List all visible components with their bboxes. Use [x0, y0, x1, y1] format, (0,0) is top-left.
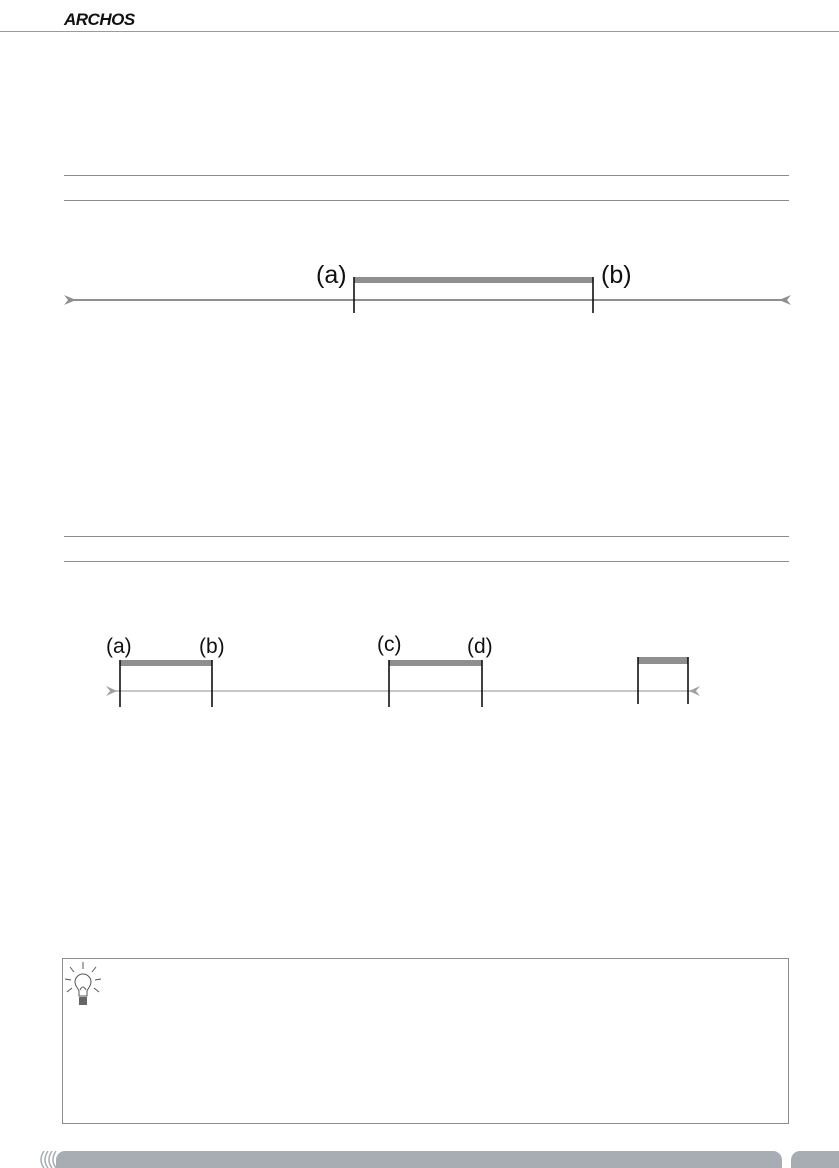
archos-logo: ARCHOS	[64, 10, 135, 29]
segment-end	[638, 657, 688, 664]
timeline-start-arrow	[64, 295, 76, 305]
footer-page-tab	[791, 1151, 839, 1168]
tip-box	[62, 958, 789, 1124]
label-d: (d)	[467, 635, 493, 658]
multi-segment-diagram	[0, 620, 839, 715]
footer-page-curl-icon	[36, 1151, 58, 1168]
segment-cd	[389, 660, 482, 666]
section-2-top-rule	[64, 536, 789, 537]
loop-segment	[354, 277, 593, 283]
label-b: (b)	[601, 261, 632, 289]
timeline-end-arrow	[779, 295, 791, 305]
header-divider	[0, 31, 839, 32]
section-2-bottom-rule	[64, 561, 789, 562]
ab-repeat-diagram	[0, 240, 839, 330]
section-1-bottom-rule	[64, 200, 789, 201]
footer-bar	[56, 1151, 782, 1168]
timeline-start-arrow	[106, 686, 117, 696]
label-a: (a)	[316, 261, 347, 289]
segment-ab	[120, 660, 212, 666]
section-1-top-rule	[64, 175, 789, 176]
label-b: (b)	[199, 635, 225, 658]
lightbulb-icon	[62, 960, 108, 1014]
label-c: (c)	[377, 633, 402, 656]
label-a: (a)	[106, 635, 132, 658]
timeline-end-arrow	[689, 686, 700, 696]
